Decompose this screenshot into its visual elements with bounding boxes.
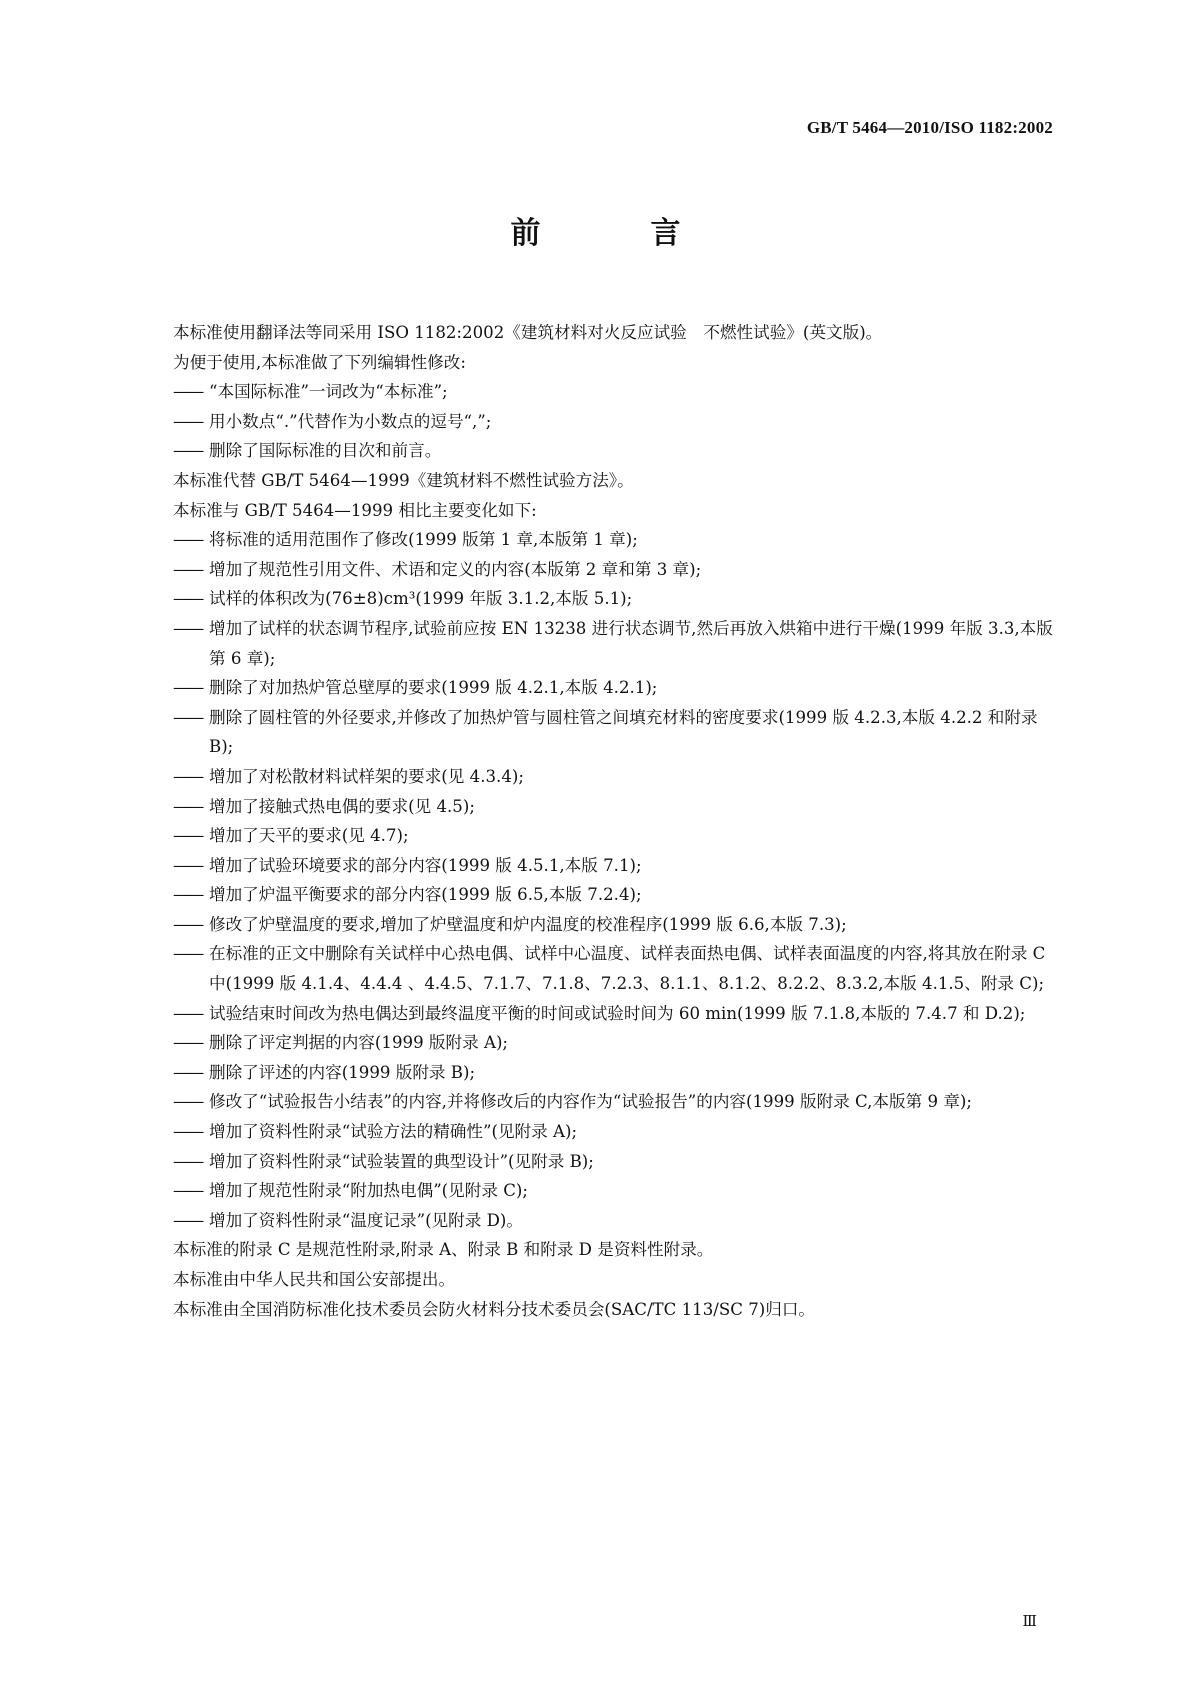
text: 删除了评述的内容(1999 版附录 B);	[209, 1062, 476, 1082]
list-item	[173, 1087, 1053, 1117]
list-item	[173, 1206, 1053, 1236]
paragraph	[173, 348, 1053, 378]
text: 本标准与 GB/T 5464—1999 相比主要变化如下:	[173, 500, 537, 520]
paragraph	[173, 1265, 1053, 1295]
paragraph	[173, 318, 1053, 348]
list-dash: ——	[173, 1181, 203, 1201]
text: 试样的体积改为(76±8)cm³(1999 年版 3.1.2,本版 5.1);	[209, 589, 633, 609]
list-item	[173, 851, 1053, 881]
list-dash: ——	[173, 1092, 203, 1112]
text: 为便于使用,本标准做了下列编辑性修改:	[173, 352, 466, 372]
text: 删除了对加热炉管总壁厚的要求(1999 版 4.2.1,本版 4.2.1);	[209, 678, 658, 698]
list-dash: ——	[173, 944, 203, 964]
list-dash: ——	[173, 914, 203, 934]
list-item	[173, 1147, 1053, 1177]
text: 增加了资料性附录“试验装置的典型设计”(见附录 B);	[209, 1151, 594, 1171]
list-item	[173, 1058, 1053, 1088]
text: 增加了接触式热电偶的要求(见 4.5);	[209, 796, 475, 816]
text: 本标准代替 GB/T 5464—1999《建筑材料不燃性试验方法》。	[173, 470, 634, 490]
list-item	[173, 614, 1053, 673]
list-dash: ——	[173, 530, 203, 550]
text: “本国际标准”一词改为“本标准”;	[209, 382, 448, 402]
list-dash: ——	[173, 618, 203, 638]
list-item	[173, 1028, 1053, 1058]
text: 本标准使用翻译法等同采用 ISO 1182:2002《建筑材料对火反应试验 不燃性试验》(英文版)。	[173, 323, 883, 342]
text: 增加了资料性附录“温度记录”(见附录 D)。	[209, 1210, 523, 1230]
text: 本标准由中华人民共和国公安部提出。	[173, 1270, 456, 1289]
list-dash: ——	[173, 707, 203, 727]
list-dash: ——	[173, 441, 203, 461]
standard-code: GB/T 5464—2010/ISO 1182:2002	[806, 118, 1053, 137]
list-dash: ——	[173, 796, 203, 816]
list-item	[173, 939, 1053, 998]
text: 增加了规范性引用文件、术语和定义的内容(本版第 2 章和第 3 章);	[209, 559, 702, 579]
list-item	[173, 792, 1053, 822]
list-dash: ——	[173, 589, 203, 609]
list-dash: ——	[173, 1210, 203, 1230]
list-item	[173, 673, 1053, 703]
list-item	[173, 1117, 1053, 1147]
text: 试验结束时间改为热电偶达到最终温度平衡的时间或试验时间为 60 min(1999 版 7.1.8,本版的 7.4.7 和 D.2);	[209, 1003, 1026, 1023]
text: 增加了炉温平衡要求的部分内容(1999 版 6.5,本版 7.2.4);	[209, 885, 642, 905]
text: 增加了资料性附录“试验方法的精确性”(见附录 A);	[209, 1122, 578, 1142]
text: 增加了对松散材料试样架的要求(见 4.3.4);	[209, 766, 524, 786]
list-item	[173, 821, 1053, 851]
paragraph	[173, 496, 1053, 526]
list-item	[173, 880, 1053, 910]
list-dash: ——	[173, 1003, 203, 1023]
list-dash: ——	[173, 1122, 203, 1142]
list-item	[173, 703, 1053, 762]
text: 本标准由全国消防标准化技术委员会防火材料分技术委员会(SAC/TC 113/SC 7)归口。	[173, 1299, 816, 1319]
text: 本标准的附录 C 是规范性附录,附录 A、附录 B 和附录 D 是资料性附录。	[173, 1240, 714, 1260]
text: 增加了试验环境要求的部分内容(1999 版 4.5.1,本版 7.1);	[209, 855, 642, 875]
list-dash: ——	[173, 411, 203, 431]
list-item	[173, 525, 1053, 555]
text: 删除了国际标准的目次和前言。	[209, 441, 442, 461]
text: 删除了评定判据的内容(1999 版附录 A);	[209, 1033, 509, 1053]
list-dash: ——	[173, 826, 203, 846]
list-dash: ——	[173, 885, 203, 905]
list-dash: ——	[173, 1033, 203, 1053]
page-number: Ⅲ	[1022, 1612, 1037, 1630]
list-item	[173, 436, 1053, 466]
page-title: 前 言	[510, 216, 721, 251]
list-dash: ——	[173, 1151, 203, 1171]
foreword-body	[173, 318, 1053, 1324]
list-item	[173, 584, 1053, 614]
text: 在标准的正文中删除有关试样中心热电偶、试样中心温度、试样表面热电偶、试样表面温度的内容,将其放在附录 C 中(1999 版 4.1.4、4.4.4 、4.4.5、7.1.7、7.1.8、7.2.3、8.1.1、8.1.2、8.2.2、8.3.2,本版 4.1.5、附录 C);	[209, 944, 1046, 994]
text: 增加了天平的要求(见 4.7);	[209, 826, 409, 846]
list-dash: ——	[173, 855, 203, 875]
list-item	[173, 1176, 1053, 1206]
text: 将标准的适用范围作了修改(1999 版第 1 章,本版第 1 章);	[209, 530, 638, 550]
list-item	[173, 999, 1053, 1029]
text: 增加了规范性附录“附加热电偶”(见附录 C);	[209, 1181, 528, 1201]
list-dash: ——	[173, 678, 203, 698]
text: 增加了试样的状态调节程序,试验前应按 EN 13238 进行状态调节,然后再放入烘箱中进行干燥(1999 年版 3.3,本版第 6 章);	[209, 618, 1053, 668]
list-item	[173, 377, 1053, 407]
list-item	[173, 555, 1053, 585]
list-item	[173, 762, 1053, 792]
list-dash: ——	[173, 1062, 203, 1082]
text: 删除了圆柱管的外径要求,并修改了加热炉管与圆柱管之间填充材料的密度要求(1999 版 4.2.3,本版 4.2.2 和附录 B);	[209, 707, 1038, 757]
list-item	[173, 910, 1053, 940]
list-dash: ——	[173, 559, 203, 579]
text: 用小数点“.”代替作为小数点的逗号“,”;	[209, 411, 492, 431]
text: 修改了炉壁温度的要求,增加了炉壁温度和炉内温度的校准程序(1999 版 6.6,本版 7.3);	[209, 914, 847, 934]
paragraph	[173, 1235, 1053, 1265]
paragraph	[173, 466, 1053, 496]
paragraph	[173, 1295, 1053, 1325]
text: 修改了“试验报告小结表”的内容,并将修改后的内容作为“试验报告”的内容(1999 版附录 C,本版第 9 章);	[209, 1092, 972, 1112]
list-dash: ——	[173, 382, 203, 402]
list-item	[173, 407, 1053, 437]
list-dash: ——	[173, 766, 203, 786]
